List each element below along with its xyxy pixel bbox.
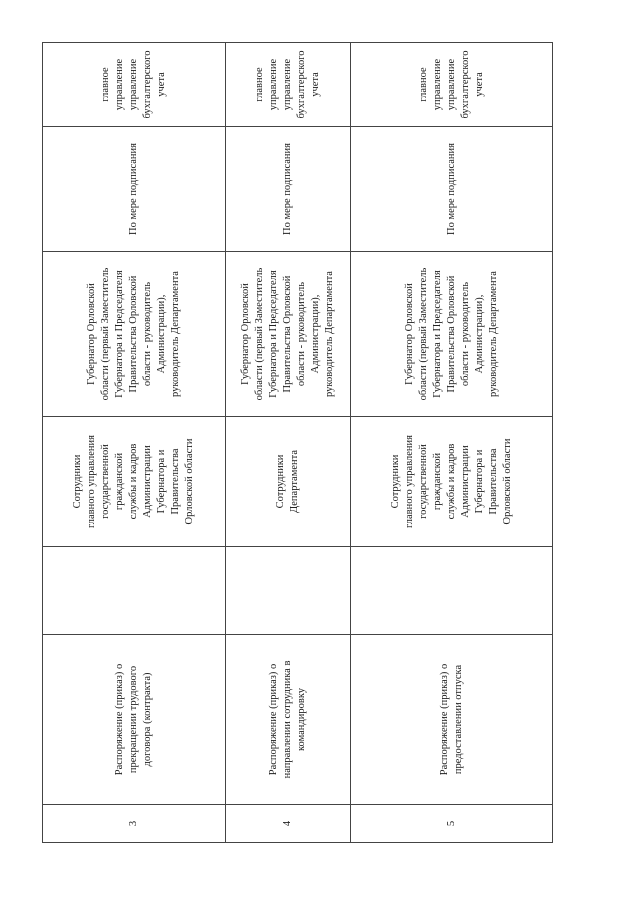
table-row bbox=[226, 43, 351, 843]
department-cell: главное управление управление бухгалтерского учета bbox=[226, 43, 351, 127]
signed-by-cell: Губернатор Орловской области (первый Заместитель Губернатора и Председателя Правительства Орловской области - руководитель Администрации), руководитель Департамента bbox=[43, 252, 226, 417]
signed-by-cell: Губернатор Орловской области (первый Заместитель Губернатора и Председателя Правительства Орловской области - руководитель Администрации), руководитель Департамента bbox=[226, 252, 351, 417]
document-table bbox=[42, 42, 553, 843]
prepared-by-cell: Сотрудники Департамента bbox=[226, 417, 351, 547]
table-row bbox=[351, 43, 553, 843]
row-number: 4 bbox=[226, 805, 351, 843]
empty-cell bbox=[43, 547, 226, 635]
department-cell: главное управление управление бухгалтерского учета bbox=[43, 43, 226, 127]
empty-cell bbox=[226, 547, 351, 635]
rotated-table-container bbox=[42, 43, 552, 843]
empty-cell bbox=[351, 547, 553, 635]
period-cell: По мере подписания bbox=[351, 127, 553, 252]
period-cell: По мере подписания bbox=[226, 127, 351, 252]
document-type-cell: Распоряжение (приказ) о направлении сотрудника в командировку bbox=[226, 635, 351, 805]
department-cell: главное управление управление бухгалтерского учета bbox=[351, 43, 553, 127]
table-row bbox=[43, 43, 226, 843]
period-cell: По мере подписания bbox=[43, 127, 226, 252]
row-number: 5 bbox=[351, 805, 553, 843]
prepared-by-cell: Сотрудники главного управления государственной гражданской службы и кадров Администрации Губернатора и Правительства Орловской области bbox=[351, 417, 553, 547]
prepared-by-cell: Сотрудники главного управления государственной гражданской службы и кадров Администрации Губернатора и Правительства Орловской области bbox=[43, 417, 226, 547]
row-number: 3 bbox=[43, 805, 226, 843]
signed-by-cell: Губернатор Орловской области (первый Заместитель Губернатора и Председателя Правительства Орловской области - руководитель Администрации), руководитель Департамента bbox=[351, 252, 553, 417]
document-type-cell: Распоряжение (приказ) о прекращении трудового договора (контракта) bbox=[43, 635, 226, 805]
document-type-cell: Распоряжение (приказ) о предоставлении отпуска bbox=[351, 635, 553, 805]
